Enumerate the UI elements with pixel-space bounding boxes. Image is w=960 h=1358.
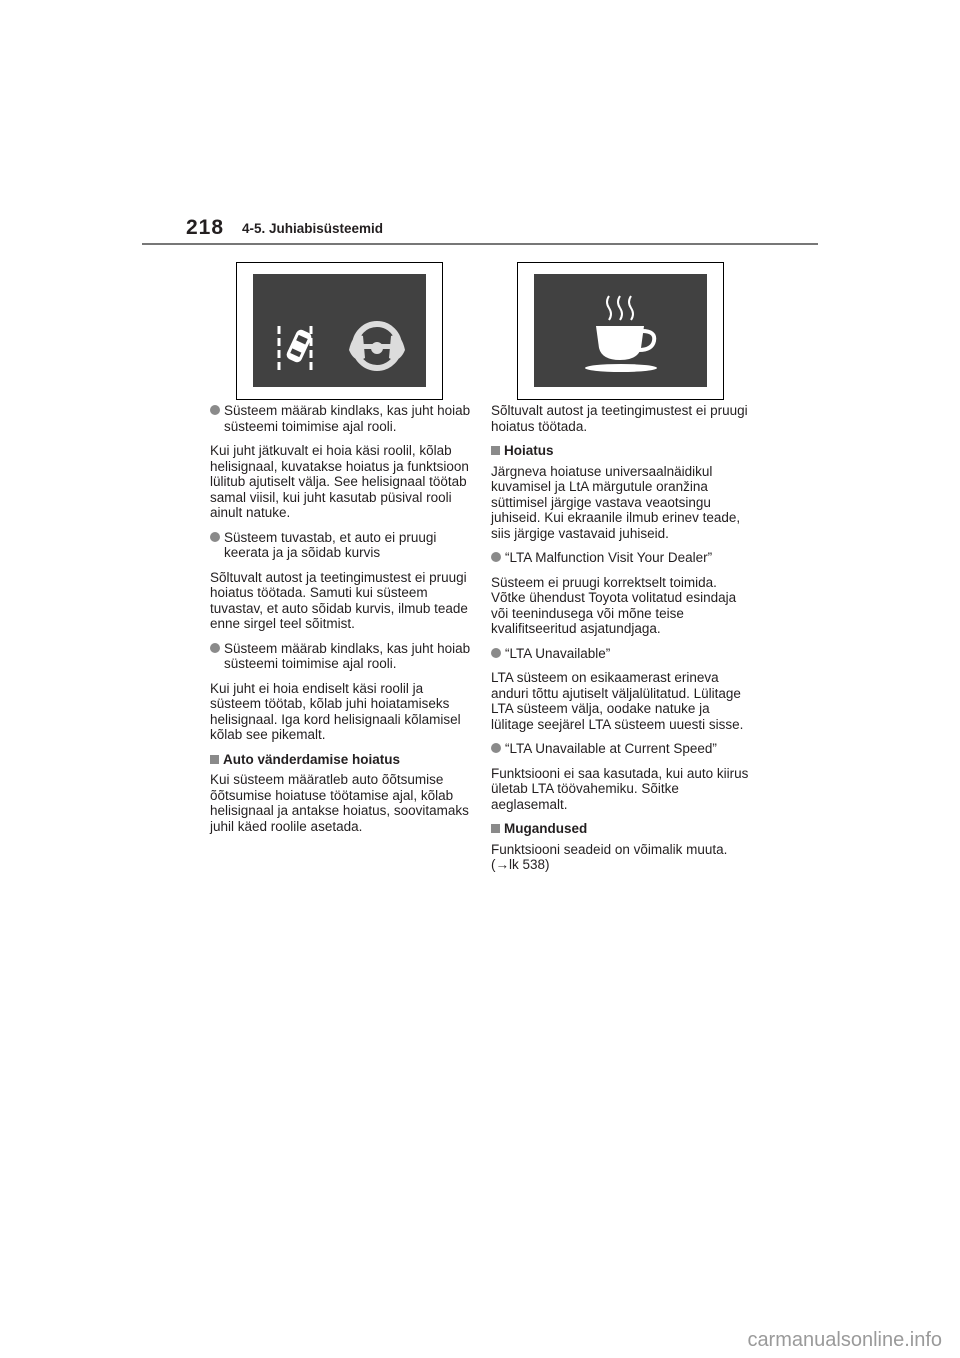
paragraph: Sõltuvalt autost ja teetingimustest ei pruugi hoiatus töötada. Samuti kui süsteem tuvastav, et auto sõidab kurvis, ilmub teade enne sirgel teel sõitmist. — [210, 569, 468, 631]
figure-lta-hands-off-warning — [236, 262, 443, 400]
bullet-dot-icon — [210, 532, 220, 542]
bullet-dot-icon — [491, 648, 501, 658]
paragraph: Kui juht ei hoia endiselt käsi roolil ja süsteem töötab, kõlab juhi hoiatamiseks helisignaal. Iga kord helisignaali kõlamisel kõlab see pikemalt. — [210, 680, 461, 742]
left-column — [210, 403, 472, 843]
bullet-item: Süsteem määrab kindlaks, kas juht hoiab süsteemi toimimise ajal rooli. — [210, 641, 472, 672]
display-screen — [534, 274, 707, 387]
bullet-item: Süsteem tuvastab, et auto ei pruugi keerata ja ja sõidab kurvis — [210, 530, 472, 561]
paragraph: Funktsiooni seadeid on võimalik muuta. (→lk 538) — [491, 841, 728, 872]
steering-wheel-hands-icon — [349, 324, 405, 368]
paragraph: Kui süsteem määratleb auto õõtsumise õõtsumise hoiatuse töötamise ajal, kõlab helisignaal ja antakse hoiatus, soovitamaks juhil käed roolile asetada. — [210, 772, 469, 834]
bullet-item: “LTA Unavailable” — [491, 646, 753, 662]
bullet-dot-icon — [491, 552, 501, 562]
bullet-item: “LTA Unavailable at Current Speed” — [491, 741, 753, 757]
subheading: Mugandused — [491, 821, 753, 837]
square-bullet-icon — [491, 824, 500, 833]
page-reference[interactable]: (→lk 538) — [491, 857, 550, 872]
subheading: Auto vänderdamise hoiatus — [210, 752, 472, 768]
subheading: Hoiatus — [491, 443, 753, 459]
section-title: 4-5. Juhiabisüsteemid — [242, 221, 384, 236]
right-column — [491, 403, 753, 882]
paragraph: Süsteem ei pruugi korrektselt toimida. Võtke ühendust Toyota volitatud esindaja või teenindusega või mõne teise kvalifitseeritud asjatundjaga. — [491, 574, 737, 636]
paragraph: Järgneva hoiatuse universaalnäidikul kuvamisel ja LtA märgutule oranžina süttimisel järgige vastava veaotsingu juhiseid. Kui ekraanile ilmub erinev teade, siis järgige vastavaid juhiseid. — [491, 463, 741, 541]
header-divider — [142, 243, 818, 245]
paragraph: Kui juht jätkuvalt ei hoia käsi roolil, kõlab helisignaal, kuvatakse hoiatus ja funktsioon lülitub ajutiselt välja. See helisignaal töötab samal viisil, kui juht kasutab püsival rooli ainult natuke. — [210, 443, 469, 520]
display-screen — [253, 274, 426, 387]
square-bullet-icon — [491, 446, 500, 455]
lane-departure-car-icon — [279, 326, 313, 370]
bullet-dot-icon — [210, 643, 220, 653]
bullet-dot-icon — [210, 405, 220, 415]
paragraph: Funktsiooni ei saa kasutada, kui auto kiirus ületab LTA töövahemiku. Sõitke aeglasemalt. — [491, 765, 749, 812]
figure-take-a-break — [517, 262, 724, 400]
bullet-item: “LTA Malfunction Visit Your Dealer” — [491, 550, 753, 566]
paragraph: LTA süsteem on esikaamerast erineva anduri tõttu ajutiselt väljalülitatud. Lülitage LTA süsteem välja, oodake natuke ja lülitage seejärel LTA süsteem uuesti sisse. — [491, 670, 744, 732]
bullet-item: Süsteem määrab kindlaks, kas juht hoiab süsteemi toimimise ajal rooli. — [210, 403, 472, 434]
bullet-dot-icon — [491, 743, 501, 753]
paragraph: Sõltuvalt autost ja teetingimustest ei pruugi hoiatus töötada. — [491, 403, 748, 434]
page-number: 218 — [186, 216, 225, 239]
coffee-cup-icon — [534, 274, 707, 387]
square-bullet-icon — [210, 755, 219, 764]
watermark: carmanualsonline.info — [747, 1329, 942, 1351]
